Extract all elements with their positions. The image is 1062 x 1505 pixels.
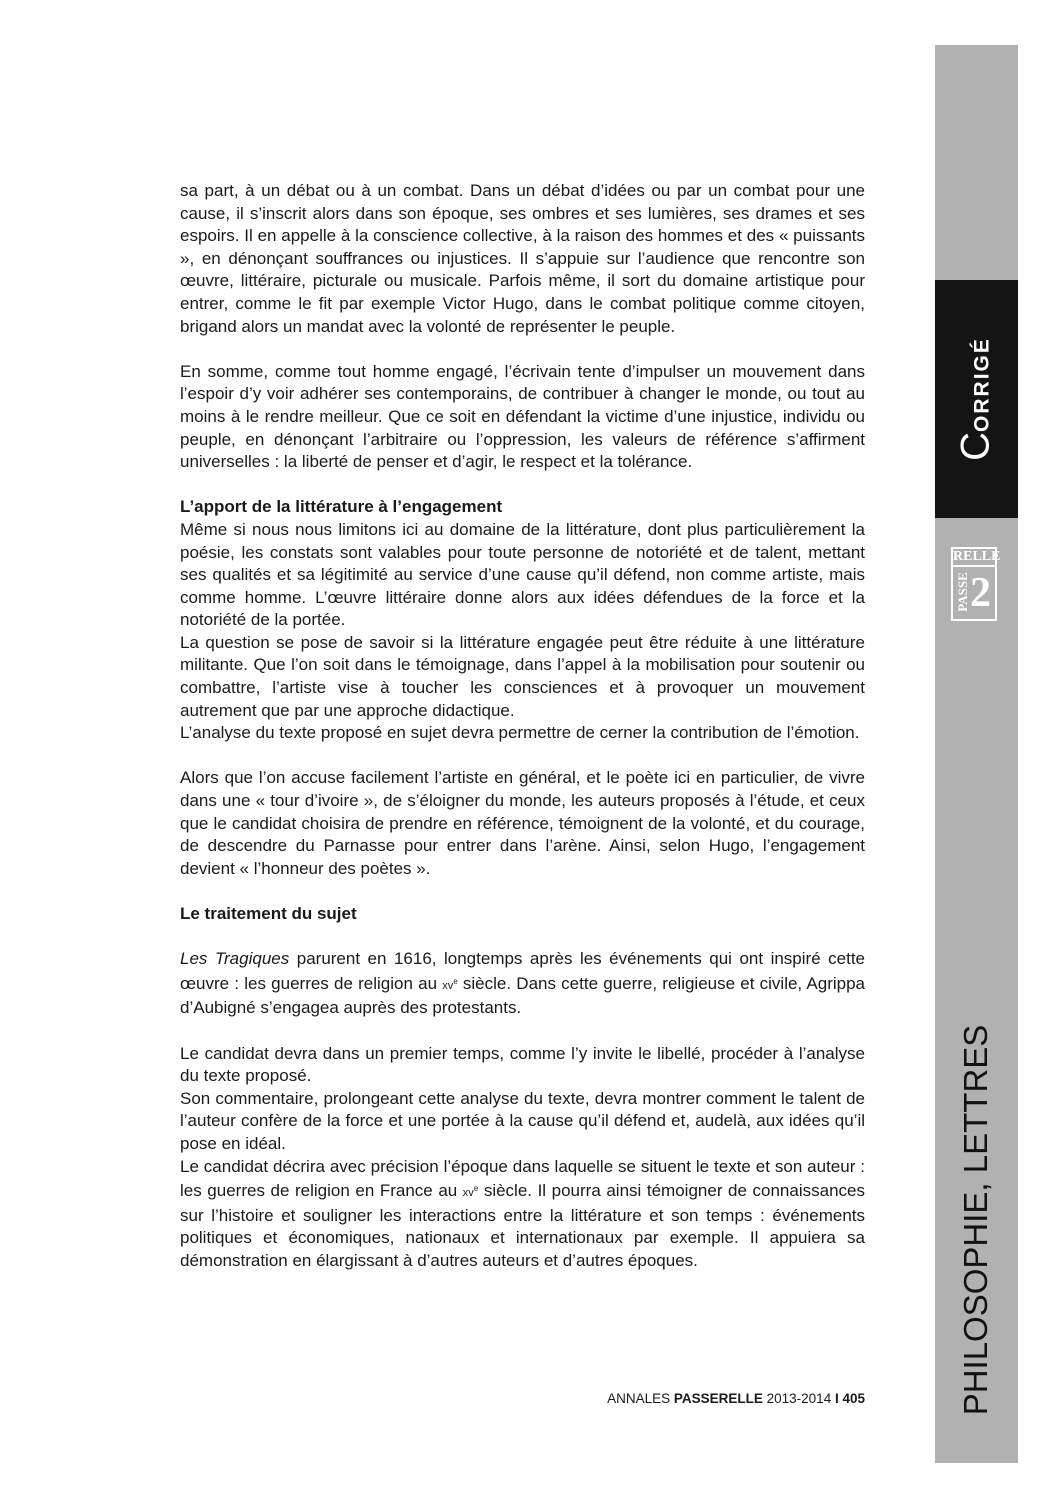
section-heading: Le traitement du sujet: [180, 904, 357, 923]
corrige-label: CORRIGÉ: [953, 337, 998, 461]
century-numeral: xv: [442, 979, 454, 992]
text-run: siècle. Dans cette guerre, religieuse et civile, Agrippa d’Aubigné s’engagea auprès des protestants.: [180, 973, 866, 1018]
paragraph: [180, 948, 865, 1020]
logo-number: 2: [970, 570, 991, 616]
text-run: parurent en 1616, longtemps après les événements qui ont inspiré cette œuvre : les guerres de religion au: [180, 949, 866, 993]
paragraph: [180, 1156, 865, 1273]
section-heading: L’apport de la littérature à l’engagement: [180, 497, 503, 517]
text-run: siècle. Il pourra ainsi témoigner de connaissances sur l’histoire et souligner les interactions entre la littérature et son temps : événements politiques et économiques, nationaux et internationaux par exemple. Il appuiera sa démonstration en élargissant à d’autres auteurs et d’autres époques.: [180, 1181, 865, 1270]
paragraph: Alors que l’on accuse facilement l’artiste en général, et le poète ici en particulier, de vivre dans une « tour d’ivoire », de s’éloigner du monde, les auteurs proposés à l’étude, et ceux que le candidat choisira de prendre en référence, témoignent de la volonté, et du courage, de descendre du Parnasse pour entrer dans l’arène. Ainsi, selon Hugo, l’engagement devient « l’honneur des poètes ».: [180, 768, 865, 878]
subject-label: PHILOSOPHIE, LETTRES: [957, 1024, 994, 1416]
paragraph: L’analyse du texte proposé en sujet devra permettre de cerner la contribution de l’émotion.: [180, 723, 860, 743]
main-text: [180, 180, 865, 1273]
paragraph: En somme, comme tout homme engagé, l’écrivain tente d’impulser un mouvement dans l’espoir d’y voir adhérer ses contemporains, de contribuer à changer le monde, ou tout au moins à le rendre meilleur. Que ce soit en défendant la victime d’une injustice, individu ou peuple, en dénonçant l’arbitraire ou l’oppression, les valeurs de référence s’affirment universelles : la liberté de penser et d’agir, le respect et la tolérance.: [180, 361, 865, 472]
paragraph: sa part, à un débat ou à un combat. Dans un débat d’idées ou par un combat pour une cause, il s’inscrit alors dans son époque, ses ombres et ses lumières, ses drames et ses espoirs. Il en appelle à la conscience collective, à la raison des hommes et des « puissants », en dénonçant souffrances ou injustices. Il s’appuie sur l’audience que rencontre son œuvre, littéraire, picturale ou musicale. Parfois même, il sort du domaine artistique pour entrer, comme le fit par exemple Victor Hugo, dans le combat politique comme citoyen, brigand alors un mandat avec la volonté de représenter le peuple.: [180, 181, 865, 336]
page-footer: [607, 1391, 865, 1406]
footer-prefix: ANNALES: [607, 1391, 674, 1406]
logo-side-text: PASSE: [955, 572, 970, 612]
paragraph: Le candidat devra dans un premier temps, comme l’y invite le libellé, procéder à l’analyse du texte proposé.: [180, 1043, 865, 1086]
footer-brand: PASSERELLE: [673, 1391, 763, 1406]
century-numeral: xv: [462, 1187, 474, 1200]
corrige-label-box: [935, 280, 1018, 518]
paragraph: La question se pose de savoir si la littérature engagée peut être réduite à une littérature militante. Que l’on soit dans le témoignage, dans l’appel à la mobilisation pour soutenir ou combattre, l’artiste vise à toucher les consciences et à provoquer un mouvement autrement que par une approche didactique.: [180, 632, 865, 720]
passerelle-logo: [951, 547, 1001, 621]
footer-years: 2013-2014: [762, 1391, 835, 1406]
paragraph: Même si nous nous limitons ici au domaine de la littérature, dont plus particulièrement la poésie, les constats sont valables pour toute personne de notoriété et de talent, mettant ses qualités et sa légitimité au service d’une cause qu’il défend, non comme artiste, mais comme homme. L’œuvre littéraire donne alors aux idées défendues de la force et la notoriété de la portée.: [180, 519, 865, 630]
side-tab: [935, 45, 1018, 1463]
footer-separator: I: [834, 1391, 839, 1406]
ordinal-superscript: e: [473, 1184, 479, 1194]
paragraph: Son commentaire, prolongeant cette analyse du texte, devra montrer comment le talent de l’auteur confère de la force et une portée à la cause qu’il défend et, audelà, aux idées qu’il pose en idéal.: [180, 1088, 865, 1153]
book-title: Les Tragiques: [180, 949, 290, 969]
page-number: 405: [838, 1391, 865, 1406]
logo-top-text: RELLE: [953, 549, 995, 567]
text-run: Le candidat décrira avec précision l’époque dans laquelle se situent le texte et son auteur : les guerres de religion en France au: [180, 1156, 865, 1201]
ordinal-superscript: e: [453, 976, 458, 986]
